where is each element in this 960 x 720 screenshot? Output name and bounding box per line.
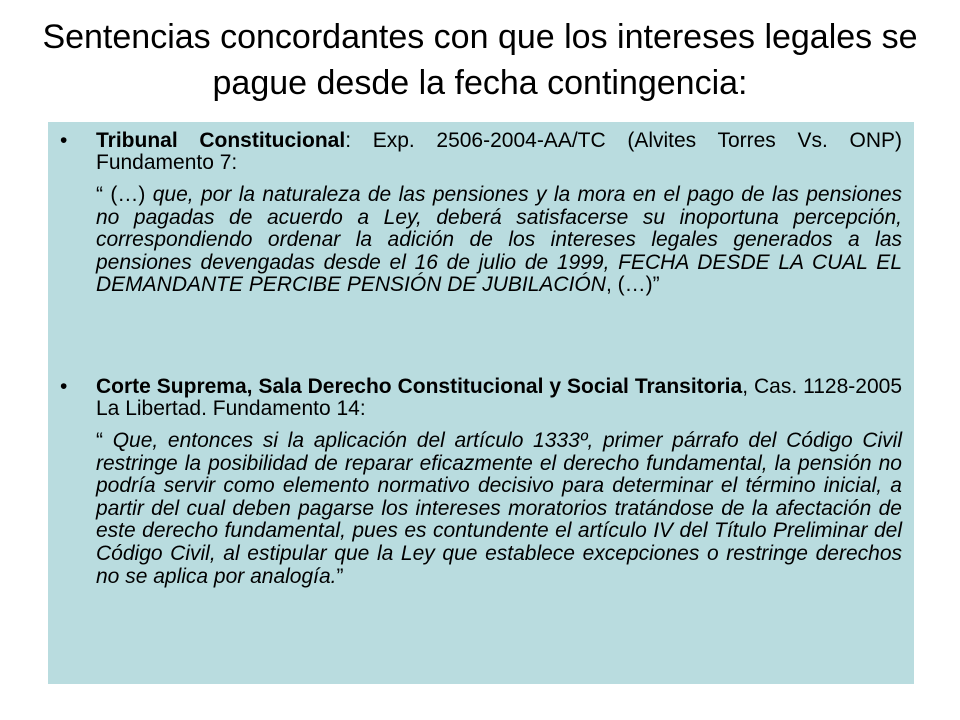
citation-line [60, 376, 902, 420]
quote-text [60, 184, 902, 297]
quote-body: que, por la naturaleza de las pensiones y la mora en el pago de las pensiones no pagadas de acuerdo a Ley, deberá satisfacerse su inoportuna percepción, correspondiendo ordenar la adición de los intereses legales generados a las pensiones devengadas desde el 16 de julio de 1999, FECHA DESDE LA CUAL EL DEMANDANTE PERCIBE PENSIÓN DE JUBILACIÓN [96, 183, 902, 297]
quote-close: , (…)” [605, 273, 660, 297]
quote-open: “ [96, 429, 113, 452]
bullet-icon: • [60, 129, 68, 152]
court-name: Corte Suprema, Sala Derecho Constitucional y Social Transitoria [96, 375, 743, 398]
slide-title: Sentencias concordantes con que los intereses legales se pague desde la fecha contingencia: [42, 18, 918, 102]
court-name: Tribunal Constitucional [96, 129, 346, 152]
quote-open: “ (…) [96, 183, 153, 206]
quote-body: Que, entonces si la aplicación del artículo 1333º, primer párrafo del Código Civil restringe la posibilidad de reparar eficazmente el derecho fundamental, la pensión no podría servir como elemento normativo decisivo para determinar el término inicial, a partir del cual deben pagarse los intereses moratorios tratándose de la afectación de este derecho fundamental, pues es contundente el artículo IV del Título Preliminar del Código Civil, al estipular que la Ley que establece excepciones o restringe derechos no se aplica por analogía. [96, 429, 903, 588]
case-reference: , Cas. 1128-2005 La Libertad. Fundamento 14: [96, 375, 902, 420]
list-item [60, 130, 902, 297]
bullet-icon: • [60, 375, 68, 398]
quote-text [60, 430, 902, 588]
quote-close: ” [336, 564, 344, 588]
case-reference: : Exp. 2506-2004-AA/TC (Alvites Torres Vs. ONP) Fundamento 7: [96, 129, 902, 174]
content-panel [48, 122, 914, 684]
citation-line [60, 130, 902, 174]
list-item [60, 376, 902, 588]
